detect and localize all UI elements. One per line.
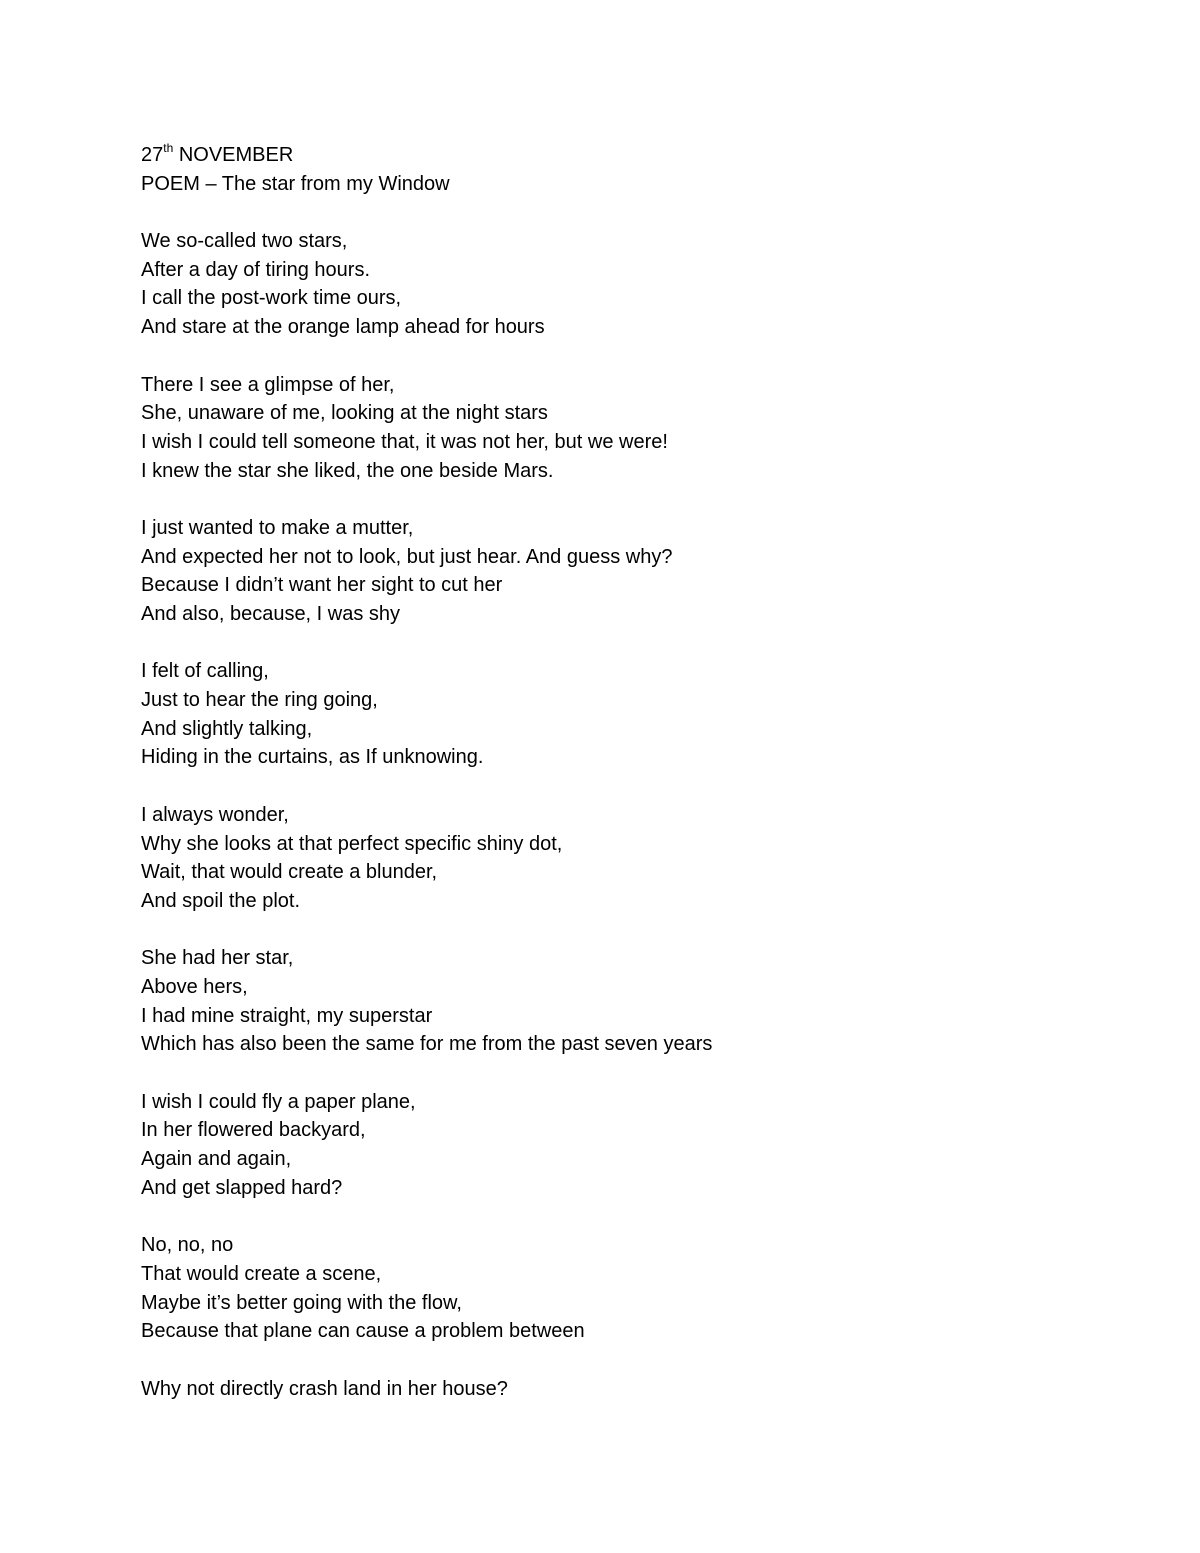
poem-line: Again and again, <box>141 1148 292 1171</box>
poem-line: And get slapped hard? <box>141 1176 343 1199</box>
poem-line: I had mine straight, my superstar <box>141 1004 433 1027</box>
poem-line: Hiding in the curtains, as If unknowing. <box>141 746 484 769</box>
poem-line: That would create a scene, <box>141 1262 382 1285</box>
poem-line: Wait, that would create a blunder, <box>141 861 438 884</box>
poem-line: Maybe it’s better going with the flow, <box>141 1291 462 1314</box>
stanza-4 <box>141 657 1141 772</box>
poem-content <box>141 141 1141 1403</box>
poem-line: Above hers, <box>141 975 248 998</box>
poem-line: I wish I could tell someone that, it was not her, but we were! <box>141 430 668 453</box>
stanza-7 <box>141 1088 1141 1203</box>
poem-line: Just to hear the ring going, <box>141 689 378 712</box>
stanza-3 <box>141 514 1141 629</box>
stanza-8 <box>141 1231 1141 1346</box>
date-suffix: th <box>163 141 174 155</box>
stanza-2 <box>141 371 1141 486</box>
poem-line: I just wanted to make a mutter, <box>141 516 414 539</box>
poem-line: I felt of calling, <box>141 660 269 683</box>
poem-line: And expected her not to look, but just hear. And guess why? <box>141 545 673 568</box>
poem-line: She had her star, <box>141 947 294 970</box>
stanza-6 <box>141 944 1141 1059</box>
poem-line: There I see a glimpse of her, <box>141 373 395 396</box>
poem-line: And also, because, I was shy <box>141 603 401 625</box>
poem-line: We so-called two stars, <box>141 230 348 253</box>
poem-line: Which has also been the same for me from the past seven years <box>141 1033 713 1056</box>
poem-line: In her flowered backyard, <box>141 1119 366 1142</box>
poem-line: I knew the star she liked, the one beside Mars. <box>141 459 554 482</box>
poem-line: Because I didn’t want her sight to cut her <box>141 574 503 597</box>
poem-line: And stare at the orange lamp ahead for hours <box>141 316 545 339</box>
poem-line: She, unaware of me, looking at the night stars <box>141 402 548 425</box>
poem-line: I wish I could fly a paper plane, <box>141 1090 416 1113</box>
poem-line: Why not directly crash land in her house? <box>141 1377 508 1400</box>
poem-line: No, no, no <box>141 1234 234 1257</box>
stanza-9 <box>141 1375 1141 1404</box>
poem-heading: POEM – The star from my Window <box>141 172 450 195</box>
date-line <box>141 141 1141 170</box>
stanza-1 <box>141 227 1141 342</box>
poem-line: Why she looks at that perfect specific shiny dot, <box>141 832 563 855</box>
poem-line: And spoil the plot. <box>141 889 300 912</box>
poem-line: I call the post-work time ours, <box>141 287 402 310</box>
poem-line: And slightly talking, <box>141 717 313 740</box>
poem-line: I always wonder, <box>141 803 289 826</box>
stanza-5 <box>141 801 1141 916</box>
poem-line: After a day of tiring hours. <box>141 258 371 281</box>
date-month: NOVEMBER <box>173 144 294 166</box>
date-day: 27 <box>141 144 164 166</box>
poem-line: Because that plane can cause a problem between <box>141 1320 585 1343</box>
